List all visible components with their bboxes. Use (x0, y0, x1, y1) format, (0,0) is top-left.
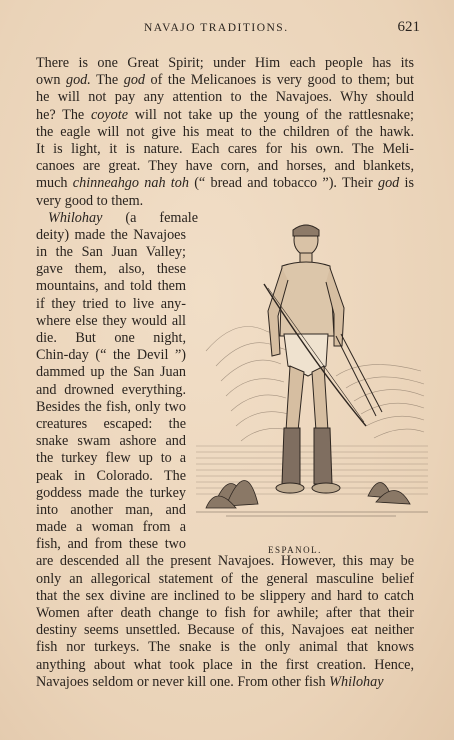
text-run: only an allegorical statement of the general masculine belief (36, 570, 414, 587)
running-title: NAVAJO TRADITIONS. (144, 22, 289, 34)
italic-term: god (377, 175, 400, 192)
text-line (36, 72, 414, 89)
engraving-illustration (196, 216, 428, 546)
text-run: (a female (102, 209, 198, 226)
text-line (36, 89, 414, 106)
italic-term: god. (65, 72, 91, 89)
text-line (36, 588, 414, 605)
text-run: gave them, also, these (36, 261, 186, 278)
text-run: Women after death change to fish for awhile; after that their (36, 605, 414, 621)
page-header (36, 20, 430, 38)
text-run: into another man, and (36, 501, 186, 518)
text-line (36, 347, 186, 364)
text-line (36, 502, 186, 519)
italic-term: god (123, 72, 145, 89)
text-run: canoes are great. They have corn, and horses, and blankets, (36, 158, 414, 175)
text-line (36, 364, 186, 381)
text-run: and drowned everything. (36, 381, 186, 398)
text-line (36, 485, 186, 502)
text-run: Chin-day (“ the Devil ”) (36, 347, 186, 364)
text-run: made a woman from a (36, 519, 186, 536)
text-line (36, 605, 414, 622)
text-line (36, 107, 414, 124)
text-run: goddess made the turkey (36, 484, 186, 501)
text-run: The (90, 72, 124, 89)
page-number: 621 (397, 19, 420, 35)
text-line (36, 330, 186, 347)
italic-term: Whilohay (329, 673, 384, 690)
text-line (36, 141, 414, 158)
italic-term: Whilohay (48, 209, 103, 226)
text-run: Navajoes seldom or never kill one. From other fish (36, 673, 330, 690)
text-run: the turkey flew up to a (36, 450, 186, 467)
text-run: dammed up the San Juan (36, 364, 186, 381)
text-line (36, 382, 186, 399)
text-run: own (36, 72, 66, 89)
text-run: (“ bread and tobacco ”). Their (188, 175, 378, 192)
text-line (36, 519, 186, 536)
text-run: mountains, and told them (36, 278, 186, 295)
text-run: the eagle will not give his meat to the children of the hawk. (36, 123, 414, 140)
text-run: much (36, 175, 73, 192)
text-run: if they tried to live any- (36, 295, 186, 312)
text-line (36, 296, 186, 313)
text-line (36, 158, 414, 175)
text-line (36, 278, 186, 295)
text-run: It is light, it is nature. Each cares for his own. The Meli- (36, 140, 414, 157)
text-run: he will not pay any attention to the Navajoes. Why should (36, 89, 414, 106)
text-run: destiny seems unsettled. Because of this, Navajoes eat neither (36, 622, 414, 639)
text-line (36, 657, 414, 674)
text-line (36, 433, 186, 450)
text-line (36, 313, 186, 330)
text-run: that the sex divine are inclined to be slippery and hard to catch (36, 587, 414, 604)
figure-caption: ESPANOL. (268, 545, 322, 555)
text-run: snake swam ashore and (36, 433, 186, 450)
text-line (36, 450, 186, 467)
text-run: where else they would all (36, 312, 186, 329)
text-run: very good to them. (36, 192, 144, 209)
text-line (36, 639, 414, 656)
text-run: will not take up the young of the rattlesnake; (128, 106, 414, 123)
text-line (36, 416, 186, 433)
text-line (36, 399, 186, 416)
text-run: There is one Great Spirit; under Him each people has its (36, 55, 414, 71)
text-run: peak in Colorado. The (36, 467, 186, 484)
text-run: are descended all the present Navajoes. However, this may be (36, 553, 414, 570)
text-line (36, 674, 414, 691)
text-line (36, 244, 186, 261)
text-run: creatures escaped: the (36, 415, 186, 432)
text-line (36, 468, 186, 485)
text-run: he? The (36, 106, 91, 123)
text-run: die. But one night, (36, 330, 186, 346)
text-line (36, 622, 414, 639)
text-run: anything about what took place in the first creation. Hence, (36, 656, 414, 673)
italic-term: coyote (90, 106, 128, 123)
text-run: Besides the fish, only two (36, 398, 186, 415)
text-line (36, 193, 414, 210)
engraving-image (196, 216, 428, 546)
text-run: is (399, 175, 414, 192)
text-line (36, 55, 414, 72)
text-line (36, 124, 414, 141)
text-run: deity) made the Navajoes (36, 226, 186, 243)
text-run: in the San Juan Valley; (36, 244, 186, 261)
text-line (36, 210, 198, 227)
text-run: fish nor turkeys. The snake is the only animal that knows (36, 639, 414, 656)
text-line (36, 261, 186, 278)
text-line (36, 175, 414, 192)
text-run: fish, and from these two (36, 536, 186, 553)
italic-term: chinneahgo nah toh (72, 175, 189, 192)
text-line (36, 571, 414, 588)
text-line (36, 227, 186, 244)
text-line (36, 536, 186, 553)
text-line (36, 553, 414, 570)
text-run: of the Melicanoes is very good to them; but (145, 72, 414, 89)
